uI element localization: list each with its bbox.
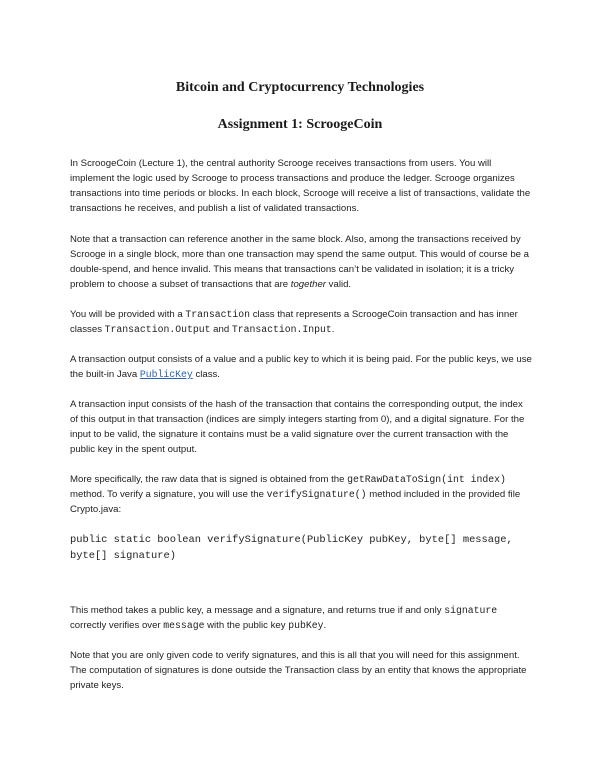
code-inline: pubKey xyxy=(288,620,324,631)
code-inline: Transaction xyxy=(185,309,251,320)
code-inline: Transaction.Output xyxy=(104,324,211,335)
paragraph-text: Note that a transaction can reference another in the same block. Also, among the transactions received by Scrooge in a single block, more than one transaction may spend the same output. This would of course be a double-spend, and hence invalid. This means that transactions can’t be validated in isolation; it is a tricky problem to choose a subset of transactions that are xyxy=(70,234,529,290)
code-inline: getRawDataToSign(int index) xyxy=(347,474,506,485)
paragraph-text: class that represents a ScroogeCoin transaction and has inner classes xyxy=(70,309,518,335)
paragraph-text: A transaction output consists of a value and a public key to which it is being paid. For the public keys, we use the built-in Java xyxy=(70,354,532,380)
paragraph-text: class. xyxy=(192,369,220,380)
publickey-link[interactable]: PublicKey xyxy=(139,369,193,380)
code-block: public static boolean verifySignature(PublicKey pubKey, byte[] message, byte[] signature) xyxy=(70,534,513,562)
code-inline: message xyxy=(163,620,205,631)
paragraph-intro: In ScroogeCoin (Lecture 1), the central authority Scrooge receives transactions from users. You will implement the logic used by Scrooge to process transactions and produce the ledger. Scrooge organizes transactions into time periods or blocks. In each block, Scrooge will receive a list of transactions, validate the transactions he receives, and publish a list of validated transactions. xyxy=(70,158,531,214)
paragraph-method xyxy=(70,603,532,633)
code-inline: Transaction.Input xyxy=(231,324,332,335)
code-inline: verifySignature() xyxy=(266,489,367,500)
paragraph-text: correctly verifies over xyxy=(70,620,164,631)
paragraph-input: A transaction input consists of the hash of the transaction that contains the corresponding output, the index of this output in that transaction (indices are simply integers starting from 0), and a digital signature. For the input to be valid, the signature it contains must be a valid signature over the current transaction with the public key in the spent output. xyxy=(70,399,525,455)
paragraph-text: More specifically, the raw data that is signed is obtained from the xyxy=(70,474,348,485)
paragraph-text: You will be provided with a xyxy=(70,309,186,320)
paragraph-text: . xyxy=(331,324,335,335)
paragraph-raw-data xyxy=(70,472,532,517)
document-body xyxy=(70,156,532,708)
paragraph-transaction-class xyxy=(70,307,532,337)
assignment-subtitle: Assignment 1: ScroogeCoin xyxy=(217,117,383,132)
paragraph-text: method. To verify a signature, you will use the xyxy=(70,489,267,500)
paragraph-text: and xyxy=(210,324,232,335)
code-inline: signature xyxy=(444,605,498,616)
paragraph-text: This method takes a public key, a message and a signature, and returns true if and only xyxy=(70,605,445,616)
paragraph-text: method included in the provided file Crypto.java: xyxy=(70,489,521,515)
emphasis-text: together xyxy=(290,279,327,290)
paragraph-double-spend xyxy=(70,232,532,292)
paragraph-text: with the public key xyxy=(204,620,289,631)
paragraph-signatures: Note that you are only given code to verify signatures, and this is all that you will need for this assignment. The computation of signatures is done outside the Transaction class by an entity that knows the appropriate private keys. xyxy=(70,650,527,691)
paragraph-text: . xyxy=(323,620,327,631)
document-title: Bitcoin and Cryptocurrency Technologies xyxy=(175,80,425,95)
paragraph-output xyxy=(70,352,532,382)
paragraph-text: valid. xyxy=(326,279,352,290)
